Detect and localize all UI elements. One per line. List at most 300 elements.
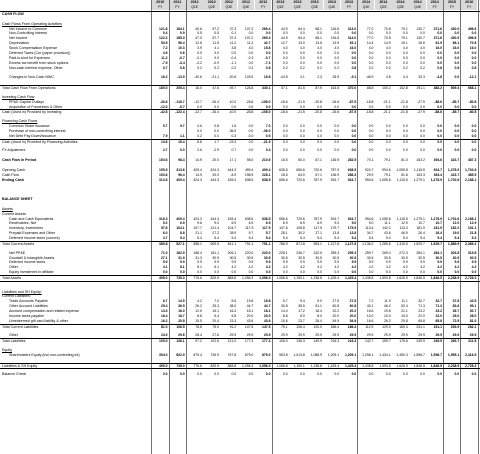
value-cell: 1,056.3 [242,275,254,280]
row-label: Opening Cash [2,167,25,172]
value-cell: 159.7 [382,339,391,344]
value-cell: 0.0 [454,139,460,144]
value-cell: 30.8 [281,304,288,309]
value-cell: 13.8 [349,231,357,236]
value-cell: 9.9 [231,260,237,265]
value-cell: 0.0 [385,50,391,55]
value-cell: 4.2 [231,265,237,270]
value-cell: 1,279.1 [413,216,425,221]
value-cell: 19.8 [246,299,254,304]
value-cell: 776.6 [193,363,202,368]
value-cell: 5.4 [351,236,357,241]
value-cell: 10.0 [401,313,408,318]
value-cell: 641.1 [227,241,237,246]
value-cell: 14.4 [281,309,288,314]
value-cell: 255.3 [330,250,340,255]
value-cell: 1,115.5 [396,216,408,221]
value-cell: 3.9 [197,46,202,51]
value-cell: 37.4 [229,36,237,41]
value-cell: 60.8 [332,304,340,309]
value-cell: 0.0 [179,148,185,153]
value-cell: 65.8 [418,318,425,323]
value-cell: 11.2 [229,41,237,46]
value-cell: 20.2 [349,309,357,314]
value-cell: 0.0 [385,128,391,133]
value-cell: 179.7 [330,226,340,231]
value-cell: 30.5 [401,255,408,260]
value-cell: 527.1 [176,241,185,246]
value-cell: 153.6 [159,172,168,177]
value-cell: 4.2 [282,265,288,270]
value-cell: 8.8 [282,313,288,318]
value-cell: 1,278.9 [430,216,443,221]
value-cell: 0.0 [334,133,340,138]
value-cell: -0.7 [264,55,271,60]
row-label: Net Debt Pay Down/Issuance [9,133,56,138]
value-cell: 4.2 [403,265,408,270]
value-cell: 871.8 [296,241,305,246]
value-cell: 8.0 [300,313,305,318]
column-period-header: Q4E [238,5,255,10]
value-cell: 5.9 [162,260,168,265]
value-cell: 7.0 [265,124,271,128]
value-cell: 0.0 [385,148,391,153]
value-cell: 4.2 [368,265,374,270]
value-cell: 638.5 [261,216,271,221]
value-cell: 284.1 [433,250,443,255]
value-cell: 98.0 [246,158,254,163]
row-label: Deferred Taxes (Cur (paper provision)) [9,50,71,55]
value-cell: 1,846.5 [413,275,425,280]
value-cell: 5.4 [454,236,460,241]
value-cell: 130.7 [416,36,425,41]
value-cell: 29.9 [281,333,288,338]
value-cell: 11.1 [384,221,391,226]
value-cell: 68.1 [315,26,322,31]
value-cell: 122.2 [159,36,168,41]
value-cell: 726.9 [210,352,220,357]
value-cell: 0.0 [231,50,237,55]
value-cell: 0.5 [214,31,220,36]
row-label: Shareholders Equity (incl non-controlling int) [9,352,80,357]
value-cell: 17.1 [229,158,237,163]
value-cell: 4.5 [385,75,391,80]
value-cell: 1,596.7 [413,352,425,357]
value-cell: 16.0 [435,46,443,51]
value-cell: 44.9 [281,36,288,41]
value-cell: 0.0 [282,372,288,377]
value-cell: 430.9 [450,26,460,31]
value-cell: 79.1 [401,36,408,41]
column-header-band [0,0,480,12]
value-cell: 638.5 [261,177,271,182]
column-period-header: Q3E [221,5,238,10]
row-label: Cash Flow [2,172,19,177]
value-cell: 0.0 [282,31,288,36]
row-label: Cash and Cash Equivalents [9,216,54,221]
value-cell: 1,088.9 [310,352,322,357]
value-cell: 0.0 [471,133,477,138]
value-cell: 787.9 [330,167,340,172]
value-cell: 13.6 [160,139,168,144]
value-cell: 71.0 [160,250,168,255]
value-cell: 19.8 [263,299,271,304]
value-cell: 791.1 [261,241,271,246]
value-cell: 7.2 [368,299,374,304]
value-cell: -21.8 [400,99,408,104]
value-cell: 108.8 [296,226,305,231]
value-cell: 185.0 [176,36,185,41]
value-cell: 21.1 [401,309,408,314]
value-cell: 0.0 [351,148,357,153]
value-cell: 40.6 [195,26,202,31]
value-cell: 786.9 [279,241,288,246]
fiscal-year-separator [443,0,444,454]
value-cell: -26.6 [331,99,340,104]
value-cell: 26.7 [452,309,460,314]
value-cell: 1,209.1 [327,352,340,357]
value-cell: 10.0 [366,313,374,318]
row-label: Accrued compensation and related expense [9,309,80,314]
value-cell: 142.7 [364,339,374,344]
fiscal-year-separator [357,0,358,454]
value-cell: 0.0 [265,372,271,377]
value-cell: 182.2 [450,226,460,231]
column-year-header: 2014 [409,0,426,5]
value-cell: 0.0 [214,133,220,138]
value-cell: 791.1 [244,241,254,246]
value-cell: 15.1 [212,309,220,314]
column-period-header: FY [461,5,478,10]
value-cell: 0.2 [420,65,425,70]
value-cell: 67.1 [315,172,322,177]
value-cell: 9.9 [197,260,202,265]
value-cell: 313.6 [159,177,168,182]
value-cell: 9.0 [214,221,220,226]
value-cell: 4.0 [403,46,408,51]
value-cell: 1,955.1 [447,352,460,357]
value-cell: 0.0 [317,372,322,377]
value-cell: 6.9 [300,221,305,226]
value-cell: 149.9 [313,339,322,344]
value-cell: 30.5 [332,255,340,260]
value-cell: 5.4 [248,236,254,241]
value-cell: 638.5 [347,167,357,172]
value-cell: 0.0 [385,60,391,65]
value-cell: 0.0 [454,124,460,128]
column-period-header: Q1E [186,5,203,10]
value-cell: 0.0 [368,139,374,144]
value-cell: 105.0 [159,339,168,344]
value-cell: 40.1 [366,304,374,309]
value-cell: -108.0 [260,110,271,115]
value-cell: 0.0 [282,124,288,128]
value-cell: 5.4 [214,236,220,241]
value-cell: 0.0 [300,31,305,36]
value-cell: 0.0 [368,104,374,109]
column-year-header: 2015 [444,0,461,5]
value-cell: 0.0 [248,148,254,153]
value-cell: 26.4 [315,318,322,323]
value-cell: 4.2 [351,265,357,270]
value-cell: 104.1 [176,226,185,231]
value-cell: 1,115.5 [396,177,408,182]
value-cell: 60.8 [349,304,357,309]
value-cell: 29.9 [366,333,374,338]
value-cell: 22.0 [418,313,425,318]
value-cell: 16.0 [452,46,460,51]
value-cell: 0.6 [179,50,185,55]
value-cell: 1,056.3 [259,363,271,368]
value-cell: 0.0 [282,104,288,109]
value-cell: 16.0 [349,46,357,51]
value-cell: 0.0 [334,60,340,65]
value-cell: 0.0 [231,270,237,275]
value-cell: 0.0 [351,128,357,133]
value-cell: 0.0 [368,50,374,55]
value-cell: 105.0 [279,339,288,344]
row-label: Receivables, Net [9,221,37,226]
value-cell: 36.5 [178,304,185,309]
value-cell: 107.2 [244,26,254,31]
column-year-header: 2016 [461,0,478,5]
value-cell: 255.3 [347,250,357,255]
value-cell: 27.5 [349,299,357,304]
value-cell: -8.9 [230,172,237,177]
value-cell: 0.0 [437,104,443,109]
value-cell: 20.0 [349,313,357,318]
value-cell: 97.2 [195,339,202,344]
value-cell: 1,846.5 [430,275,443,280]
value-cell: 0.0 [282,133,288,138]
value-cell: 18.5 [281,158,288,163]
row-label: Total Current Assets [2,241,35,246]
value-cell: 0.0 [300,104,305,109]
value-cell: 5.4 [265,236,271,241]
value-cell: 0.0 [403,148,408,153]
value-cell: 0.0 [317,60,322,65]
value-cell: 0.0 [403,139,408,144]
value-cell: 26.3 [383,318,391,323]
value-cell: 6.7 [162,299,168,304]
value-cell: -0.3 [247,55,254,60]
value-cell: 79.1 [383,158,391,163]
value-cell: 83.6 [452,304,460,309]
value-cell: 9.9 [334,260,340,265]
value-cell: 314.0 [347,26,357,31]
value-cell: 394.6 [433,158,443,163]
value-cell: 54.9 [332,318,340,323]
value-cell: 18.4 [160,313,168,318]
column-year-header: 2014 [392,0,409,5]
value-cell: 720.6 [313,167,322,172]
value-cell: 1,315.5 [396,241,408,246]
row-label: Ending Cash [2,177,24,182]
value-cell: 0.0 [437,55,443,60]
value-cell: 29.9 [383,333,391,338]
value-cell: 0.0 [334,128,340,133]
value-cell: 423.7 [450,172,460,177]
value-cell: 44.7 [246,304,254,309]
value-cell: 1,434.1 [379,352,391,357]
value-cell: 0.0 [437,133,443,138]
value-cell: 71.3 [435,304,443,309]
row-label: Total Cash Flow From Operations [2,86,56,91]
value-cell: -0.0 [247,133,254,138]
value-cell: 44.9 [281,26,288,31]
value-cell: -23.3 [228,139,237,144]
value-cell: 0.0 [197,104,202,109]
value-cell: -26.6 [331,110,340,115]
value-cell: 13.5 [315,41,322,46]
value-cell: 57.6 [160,226,168,231]
row-label: Changes in Non-Cash NWC [9,75,54,80]
value-cell: 12.0 [452,221,460,226]
value-cell: 0.0 [197,372,202,377]
value-cell: 496.6 [467,36,477,41]
value-cell: 57.2 [212,26,220,31]
value-cell: 313.6 [176,167,185,172]
value-cell: 0.0 [214,55,220,60]
value-cell: 0.0 [471,50,477,55]
value-cell: 1,425.4 [344,363,357,368]
value-cell: 4.2 [437,265,443,270]
row-label: PP&E Capital Outlays [9,99,44,104]
value-cell: 0.0 [248,31,254,36]
value-cell: 43.5 [469,299,477,304]
value-cell: 656.6 [279,216,288,221]
value-cell: 720.6 [296,177,305,182]
value-cell: 106.5 [176,324,185,329]
value-cell: 888.8 [227,363,237,368]
value-cell: 29.8 [401,318,408,323]
fiscal-year-separator [169,0,170,454]
value-cell: 29.9 [349,333,357,338]
value-cell: 888.8 [227,275,237,280]
value-cell: 10.7 [435,221,443,226]
value-cell: 121.0 [227,339,237,344]
value-cell: 12.6 [195,41,202,46]
value-cell: 4.2 [265,265,271,270]
value-cell: 81.0 [469,318,477,323]
value-cell: -0.4 [230,55,237,60]
value-cell: 37.3 [229,26,237,31]
value-cell: -40.6 [194,75,202,80]
column-period-header: FY [427,5,444,10]
value-cell: 17.2 [298,309,305,314]
value-cell: 1,115.5 [413,167,425,172]
value-cell: 71.3 [418,304,425,309]
value-cell: 638.5 [279,167,288,172]
column-period-header: FY [255,5,272,10]
value-cell: 72.9 [452,318,460,323]
value-cell: 9.0 [351,221,357,226]
value-cell: 33.3 [418,75,425,80]
value-cell: 1,596.7 [430,352,443,357]
value-cell: 34.7 [366,231,374,236]
value-cell: 79.1 [383,172,391,177]
value-cell: 4.2 [300,265,305,270]
value-cell: 29.9 [366,172,374,177]
value-cell: 0.0 [300,128,305,133]
value-cell: 19.8 [263,75,271,80]
value-cell: 107.7 [193,226,202,231]
value-cell: 6.9 [265,221,271,226]
value-cell: 4.0 [334,46,340,51]
value-cell: 78.8 [195,324,202,329]
row-label: Prepaid Expenses and Other [9,231,56,236]
row-label: Acquisition of Franchises & Other [9,104,63,109]
value-cell: 98.4 [178,158,185,163]
value-cell: 25.3 [212,304,220,309]
value-cell: 1,438.8 [362,275,374,280]
value-cell: 51.1 [315,304,322,309]
value-cell: 37.1 [281,86,288,91]
value-cell: 0.8 [454,65,460,70]
column-year-header: 2012 [255,0,272,5]
value-cell: 54.9 [349,318,357,323]
column-period-header: FY [152,5,169,10]
row-label: Current Liabilities: [2,294,31,299]
column-period-header: Q2E [289,5,306,10]
value-cell: 0.0 [368,372,374,377]
value-cell: 0.0 [437,139,443,144]
value-cell: 181.9 [433,226,443,231]
value-cell: 0.0 [334,104,340,109]
value-cell: 1,425.4 [344,275,357,280]
value-cell: 314.0 [347,36,357,41]
value-cell: 0.0 [437,128,443,133]
value-cell: 259.7 [364,250,374,255]
value-cell: 4.1 [300,75,305,80]
value-cell: -2.9 [213,148,220,153]
value-cell: 95.1 [469,304,477,309]
value-cell: 0.0 [300,60,305,65]
value-cell: 430.9 [450,36,460,41]
value-cell: -12.7 [194,110,202,115]
value-cell: 9.9 [385,260,391,265]
value-cell: 47.0 [195,36,202,41]
value-cell: -4.8 [436,75,443,80]
value-cell: 5.4 [214,313,220,318]
value-cell: -4.2 [196,60,202,65]
value-cell: 1,055.8 [379,177,391,182]
row-label: Other [9,333,18,338]
value-cell: 0.8 [179,65,185,70]
row-label: Other [9,265,18,270]
value-cell: 117.5 [245,226,254,231]
value-cell: -12.7 [194,99,202,104]
value-cell: 0.5 [265,133,271,138]
value-cell: 0.4 [265,148,271,153]
value-cell: 77.0 [366,26,374,31]
value-cell: 136.1 [176,339,185,344]
value-cell: -26.4 [211,110,220,115]
value-cell: 424.3 [193,177,202,182]
value-cell: 1,702.6 [447,177,460,182]
value-cell: 0.8 [351,65,357,70]
value-cell: 0.0 [368,270,374,275]
value-cell: 120.0 [313,324,322,329]
value-cell: 0.0 [437,372,443,377]
value-cell: 0.0 [403,31,408,36]
value-cell: 282.5 [347,158,357,163]
value-cell: 1,068.8 [276,363,288,368]
value-cell: 1,438.8 [362,363,374,368]
value-cell: 28.4 [195,333,202,338]
value-cell: 26.4 [418,231,425,236]
value-cell: 0.0 [368,60,374,65]
